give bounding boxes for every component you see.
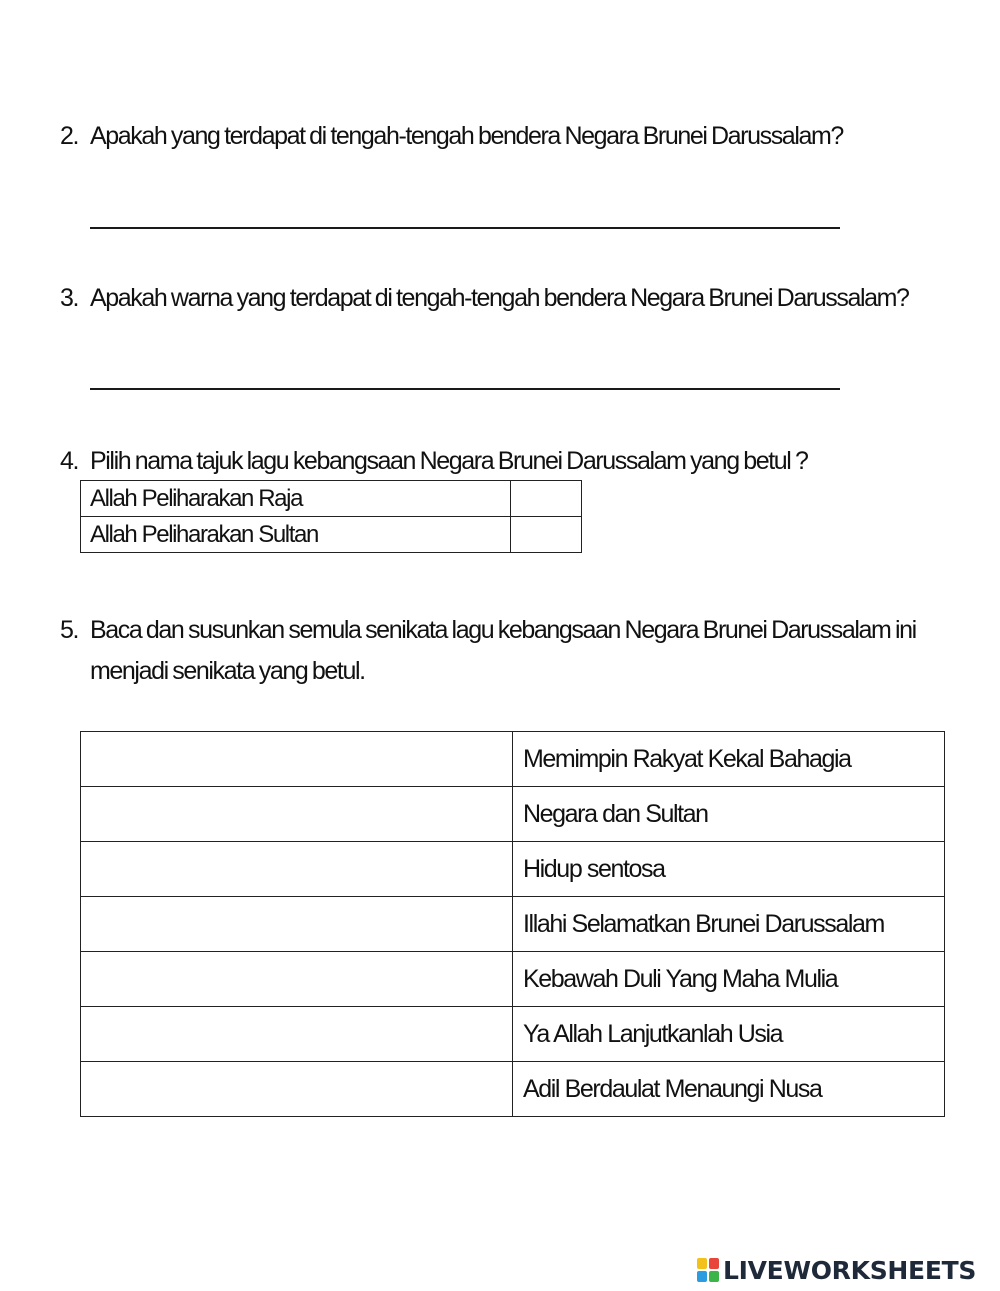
lyrics-row: [81, 1062, 945, 1117]
lyric-line: Kebawah Duli Yang Maha Mulia: [513, 952, 945, 1007]
liveworksheets-brand[interactable]: [697, 1255, 976, 1285]
option-row: [81, 481, 582, 517]
option-checkbox[interactable]: [511, 481, 582, 517]
lyrics-row: [81, 842, 945, 897]
answer-cell[interactable]: [81, 787, 513, 842]
question-number: 4.: [60, 447, 79, 475]
answer-cell[interactable]: [81, 1062, 513, 1117]
question-number: 5.: [60, 616, 79, 644]
question-text-line-2: menjadi senikata yang betul.: [90, 657, 365, 685]
answer-cell[interactable]: [81, 897, 513, 952]
question-number: 2.: [60, 122, 79, 150]
lyrics-row: [81, 787, 945, 842]
question-text: Pilih nama tajuk lagu kebangsaan Negara Brunei Darussalam yang betul ?: [90, 447, 808, 475]
question-number: 3.: [60, 284, 79, 312]
answer-cell[interactable]: [81, 952, 513, 1007]
lyric-line: Adil Berdaulat Menaungi Nusa: [513, 1062, 945, 1117]
option-label: Allah Peliharakan Sultan: [81, 517, 511, 553]
lyrics-row: [81, 952, 945, 1007]
answer-cell[interactable]: [81, 1007, 513, 1062]
lyric-line: Hidup sentosa: [513, 842, 945, 897]
answer-line-q2[interactable]: [90, 227, 840, 229]
option-checkbox[interactable]: [511, 517, 582, 553]
lyrics-table: [80, 731, 945, 1117]
question-text: Apakah yang terdapat di tengah-tengah bendera Negara Brunei Darussalam?: [90, 122, 843, 150]
lyric-line: Ya Allah Lanjutkanlah Usia: [513, 1007, 945, 1062]
liveworksheets-logo-icon: [697, 1258, 719, 1282]
answer-line-q3[interactable]: [90, 388, 840, 390]
logo-tile: [709, 1271, 719, 1282]
lyrics-row: [81, 897, 945, 952]
logo-tile: [709, 1258, 719, 1269]
logo-tile: [697, 1258, 707, 1269]
brand-name: LIVEWORKSHEETS: [723, 1255, 977, 1285]
lyrics-row: [81, 732, 945, 787]
logo-tile: [697, 1271, 707, 1282]
lyric-line: Illahi Selamatkan Brunei Darussalam: [513, 897, 945, 952]
option-label: Allah Peliharakan Raja: [81, 481, 511, 517]
options-table: [80, 480, 582, 553]
answer-cell[interactable]: [81, 842, 513, 897]
lyric-line: Negara dan Sultan: [513, 787, 945, 842]
answer-cell[interactable]: [81, 732, 513, 787]
lyric-line: Memimpin Rakyat Kekal Bahagia: [513, 732, 945, 787]
question-text: Apakah warna yang terdapat di tengah-tengah bendera Negara Brunei Darussalam?: [90, 284, 909, 312]
option-row: [81, 517, 582, 553]
question-text-line-1: Baca dan susunkan semula senikata lagu kebangsaan Negara Brunei Darussalam ini: [90, 616, 916, 644]
lyrics-row: [81, 1007, 945, 1062]
